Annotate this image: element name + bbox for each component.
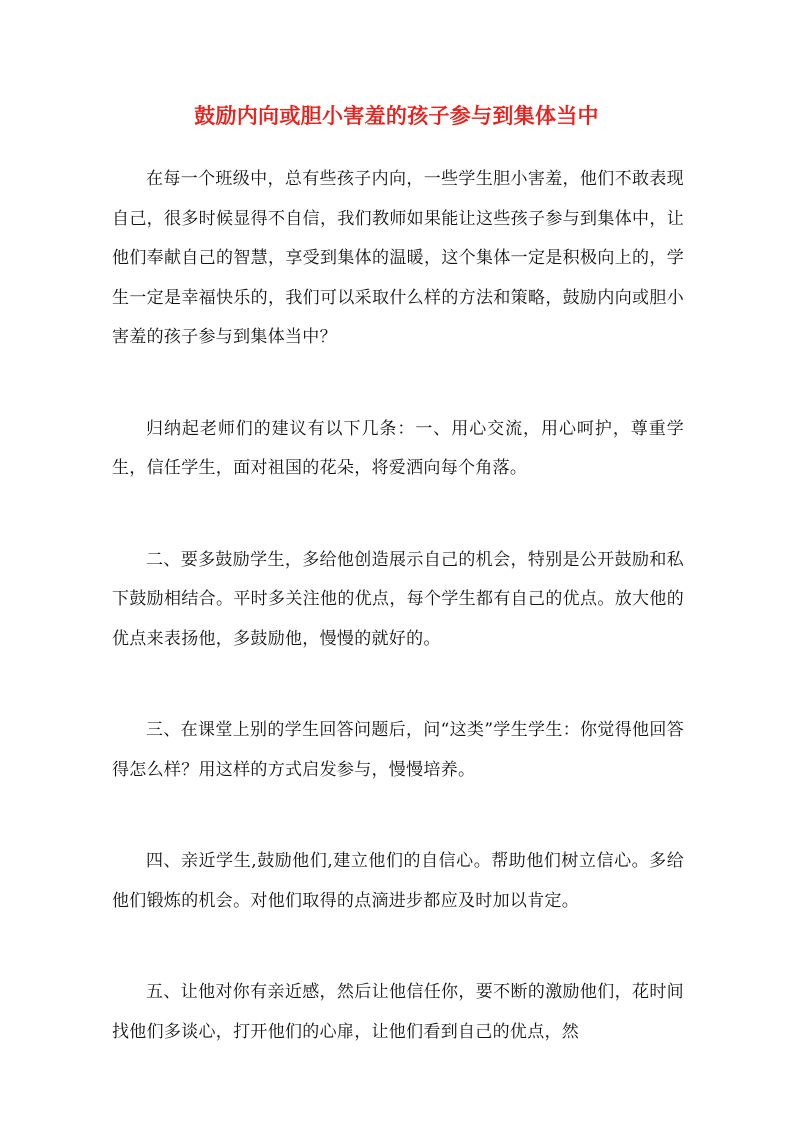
- paragraph-point-2: 二、要多鼓励学生，多给他创造展示自己的机会，特别是公开鼓励和私下鼓励相结合。平时多关注他的优点，每个学生都有自己的优点。放大他的优点来表扬他，多鼓励他，慢慢的就好的。: [112, 549, 684, 649]
- paragraph-point-5: 五、让他对你有亲近感，然后让他信任你，要不断的激励他们，花时间找他们多谈心，打开他们的心扉，让他们看到自己的优点，然: [112, 982, 684, 1042]
- paragraph-point-4: 四、亲近学生,鼓励他们,建立他们的自信心。帮助他们树立信心。多给他们锻炼的机会。对他们取得的点滴进步都应及时加以肯定。: [112, 851, 684, 911]
- document-title: 鼓励内向或胆小害羞的孩子参与到集体当中: [194, 103, 599, 128]
- paragraph-intro: 在每一个班级中，总有些孩子内向，一些学生胆小害羞，他们不敢表现自己，很多时候显得不自信，我们教师如果能让这些孩子参与到集体中，让他们奉献自己的智慧，享受到集体的温暖，这个集体一定是积极向上的，学生一定是幸福快乐的，我们可以采取什么样的方法和策略，鼓励内向或胆小害羞的孩子参与到集体当中？: [112, 169, 684, 347]
- paragraph-gap: [112, 489, 684, 541]
- paragraph-summary-point-1: 归纳起老师们的建议有以下几条：一、用心交流，用心呵护，尊重学生，信任学生，面对祖国的花朵，将爱洒向每个角落。: [112, 418, 684, 478]
- paragraph-gap: [112, 790, 684, 842]
- paragraph-gap: [112, 921, 684, 973]
- paragraph-gap: [112, 659, 684, 711]
- paragraph-gap: [112, 358, 684, 410]
- document-body: [112, 160, 684, 1052]
- paragraph-point-3: 三、在课堂上别的学生回答问题后，问“这类”学生学生：你觉得他回答得怎么样？用这样的方式启发参与，慢慢培养。: [112, 720, 684, 780]
